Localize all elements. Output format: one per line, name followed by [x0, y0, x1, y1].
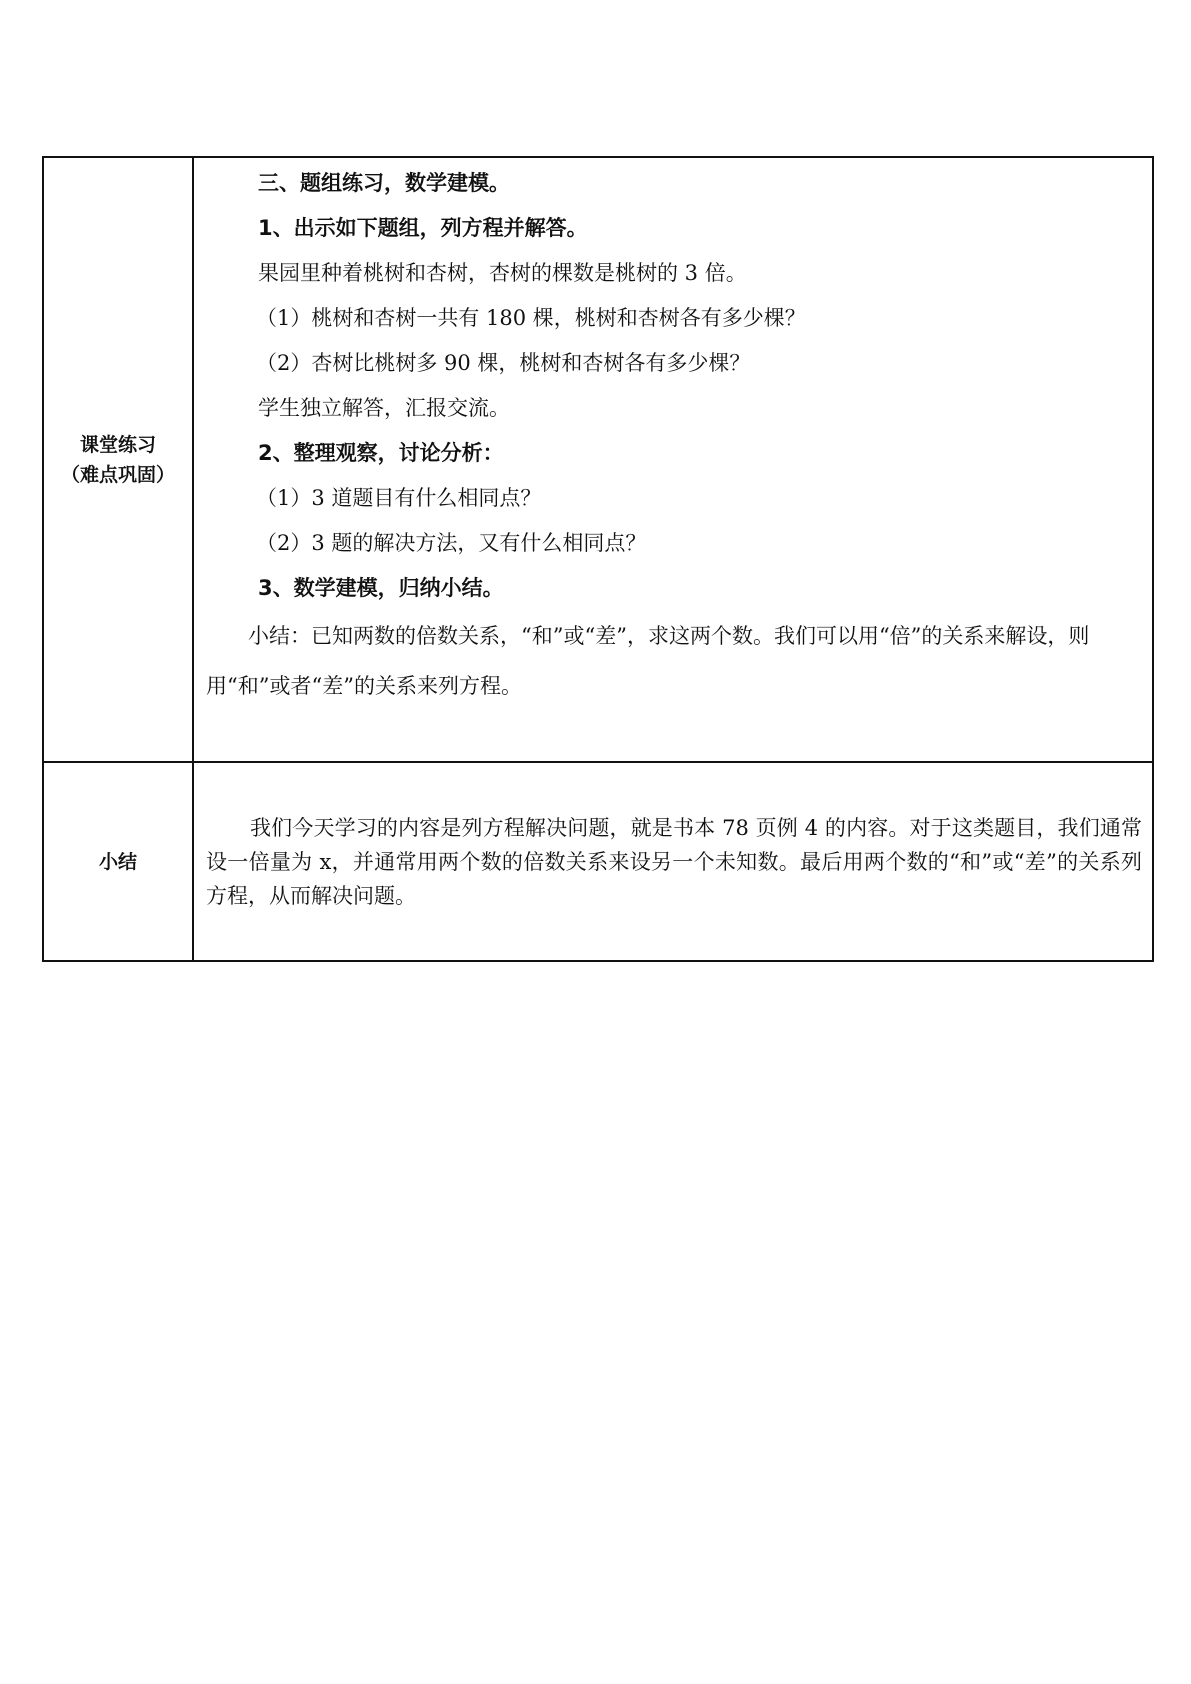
problem-statement: 果园里种着桃树和杏树，杏树的棵数是桃树的 3 倍。 — [258, 261, 747, 285]
summary-text: 我们今天学习的内容是列方程解决问题，就是书本 78 页例 4 的内容。对于这类题目，我们通常设一倍量为 x，并通常用两个数的倍数关系来设另一个未知数。最后用两个数的“和”或“差”的关系列方程，从而解决问题。 — [206, 816, 1142, 908]
problem-question: （2）杏树比桃树多 90 棵，桃树和杏树各有多少棵？ — [256, 351, 751, 375]
summary-content-cell — [193, 762, 1153, 961]
step-heading: 3、数学建模，归纳小结。 — [258, 576, 504, 600]
exercise-content-cell — [193, 157, 1153, 762]
activity-text: 学生独立解答，汇报交流。 — [258, 396, 510, 420]
discussion-question: （2）3 题的解决方法，又有什么相同点？ — [256, 531, 647, 555]
row-label-cell — [43, 157, 193, 762]
row-label-line: 小结 — [98, 850, 137, 873]
lesson-table — [42, 156, 1154, 962]
row-label-line: 课堂练习 — [79, 433, 156, 456]
section-heading: 三、题组练习，数学建模。 — [258, 171, 510, 195]
discussion-question: （1）3 道题目有什么相同点？ — [256, 486, 542, 510]
table-row-summary — [43, 762, 1153, 961]
step-heading: 1、出示如下题组，列方程并解答。 — [258, 216, 588, 240]
conclusion-text: 小结：已知两数的倍数关系，“和”或“差”，求这两个数。我们可以用“倍”的关系来解设，则用“和”或者“差”的关系来列方程。 — [206, 624, 1090, 698]
row-label-cell — [43, 762, 193, 961]
step-heading: 2、整理观察，讨论分析： — [258, 441, 504, 465]
summary-body — [206, 763, 1142, 913]
exercise-body — [206, 158, 1142, 711]
row-label-line: （难点巩固） — [60, 463, 175, 486]
table-row-classroom-exercise — [43, 157, 1153, 762]
problem-question: （1）桃树和杏树一共有 180 棵，桃树和杏树各有多少棵？ — [256, 306, 806, 330]
